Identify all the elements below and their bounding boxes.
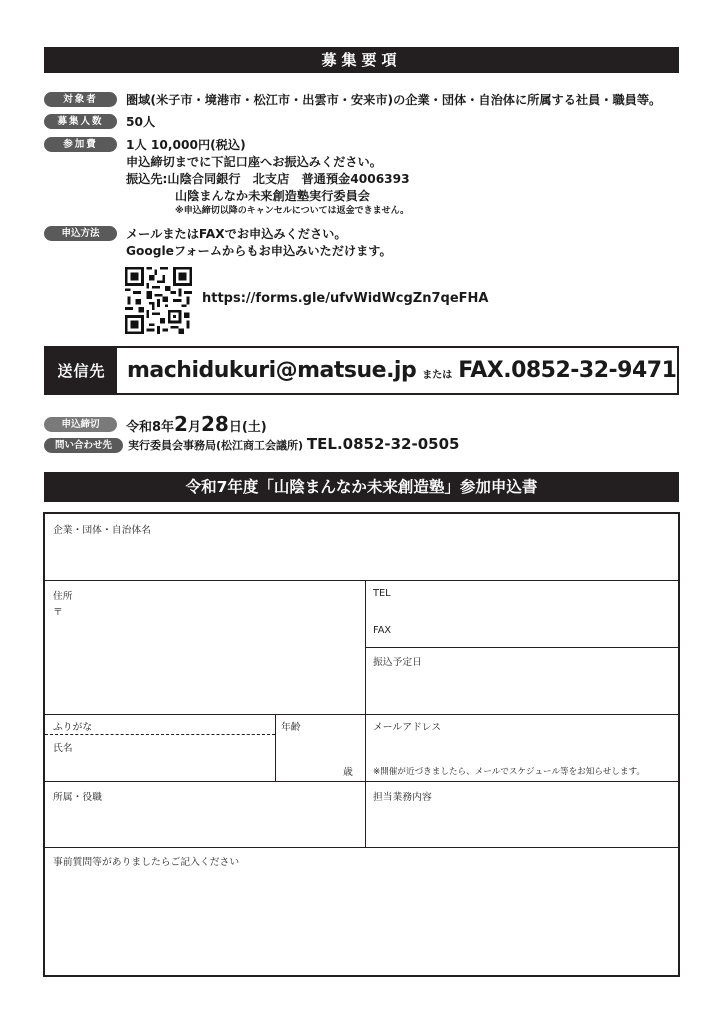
fax-label: FAX xyxy=(373,625,392,636)
deadline-month-unit: 月 xyxy=(187,420,201,435)
name-field[interactable] xyxy=(45,754,274,780)
fee-label: 参加費 xyxy=(44,137,117,152)
fee-details xyxy=(126,137,410,218)
sender-or: または xyxy=(422,370,453,381)
age-label: 年齢 xyxy=(281,722,301,733)
form-divider xyxy=(45,781,678,782)
age-unit: 歳 xyxy=(343,767,353,778)
method-line2: Googleフォームからもお申込みいただけます。 xyxy=(126,244,392,258)
sender-label: 送信先 xyxy=(46,348,117,393)
deadline-month: 2 xyxy=(174,412,188,436)
duties-label: 担当業務内容 xyxy=(373,792,432,803)
contact-text: 実行委員会事務局(松江商工会議所) xyxy=(128,439,304,452)
tel-fax-field[interactable] xyxy=(401,582,678,646)
form-divider xyxy=(365,647,678,648)
address-field[interactable] xyxy=(45,602,363,712)
fee-instruction: 申込締切までに下記口座へお振込みください。 xyxy=(126,155,382,169)
deadline-day-unit: 日(土) xyxy=(228,420,267,435)
fee-account-name: 山陰まんなか未来創造塾実行委員会 xyxy=(175,189,370,203)
sender-box xyxy=(44,346,679,395)
application-form xyxy=(43,512,680,977)
contact-tel: TEL.0852-32-0505 xyxy=(306,435,460,453)
postal-mark: 〒 xyxy=(53,607,63,618)
fee-row xyxy=(44,137,410,218)
organization-field[interactable] xyxy=(45,534,678,578)
questions-label: 事前質問等がありましたらご記入ください xyxy=(53,857,240,868)
transfer-date-label: 振込予定日 xyxy=(373,657,422,668)
form-divider xyxy=(45,847,678,848)
google-form-link[interactable]: https://forms.gle/ufvWidWcgZn7qeFHA xyxy=(202,291,489,306)
sender-email[interactable]: machidukuri@matsue.jp xyxy=(127,358,417,383)
contact-label: 問い合わせ先 xyxy=(44,438,123,453)
deadline-day: 28 xyxy=(200,412,229,436)
target-row xyxy=(44,92,661,109)
fee-note: ※申込締切以降のキャンセルについては返金できません。 xyxy=(175,206,410,216)
deadline-date xyxy=(126,412,267,436)
target-text: 圏域(米子市・境港市・松江市・出雲市・安来市)の企業・団体・自治体に所属する社員・職員等。 xyxy=(126,93,662,107)
organization-label: 企業・団体・自治体名 xyxy=(53,525,151,536)
contact-info xyxy=(128,436,459,454)
furigana-label: ふりがな xyxy=(53,722,93,733)
contact-row xyxy=(44,436,459,454)
age-field[interactable] xyxy=(276,732,336,780)
qr-code-icon[interactable] xyxy=(125,267,192,334)
form-title: 令和7年度「山陰まんなか未来創造塾」参加申込書 xyxy=(44,472,679,502)
department-field[interactable] xyxy=(45,804,363,846)
capacity-row xyxy=(44,114,155,131)
transfer-date-field[interactable] xyxy=(366,668,678,712)
capacity-label: 募集人数 xyxy=(44,114,117,129)
deadline-row xyxy=(44,412,267,436)
email-note: ※開催が近づきましたら、メールでスケジュール等をお知らせします。 xyxy=(373,767,645,777)
target-label: 対象者 xyxy=(44,92,117,107)
tel-label: TEL xyxy=(373,588,391,599)
name-label: 氏名 xyxy=(53,743,73,754)
fee-amount: 1人 10,000円(税込) xyxy=(126,138,246,152)
form-divider xyxy=(45,714,678,715)
form-divider xyxy=(45,580,678,581)
deadline-era: 令和8年 xyxy=(126,420,175,435)
method-details xyxy=(126,226,392,260)
requirements-title: 募集要項 xyxy=(44,47,679,73)
deadline-label: 申込締切 xyxy=(44,417,117,432)
address-label: 住所 xyxy=(53,591,73,602)
questions-field[interactable] xyxy=(45,869,678,975)
capacity-text: 50人 xyxy=(126,115,156,129)
method-label: 申込方法 xyxy=(44,226,117,241)
email-field[interactable] xyxy=(366,734,678,762)
duties-field[interactable] xyxy=(366,804,678,846)
email-label: メールアドレス xyxy=(373,722,442,733)
sender-fax: FAX.0852-32-9471 xyxy=(458,358,677,383)
department-label: 所属・役職 xyxy=(53,792,102,803)
furigana-dash-line xyxy=(45,734,275,735)
fee-account: 振込先:山陰合同銀行 北支店 普通預金4006393 xyxy=(126,172,410,186)
method-line1: メールまたはFAXでお申込みください。 xyxy=(126,227,347,241)
method-row xyxy=(44,226,392,260)
